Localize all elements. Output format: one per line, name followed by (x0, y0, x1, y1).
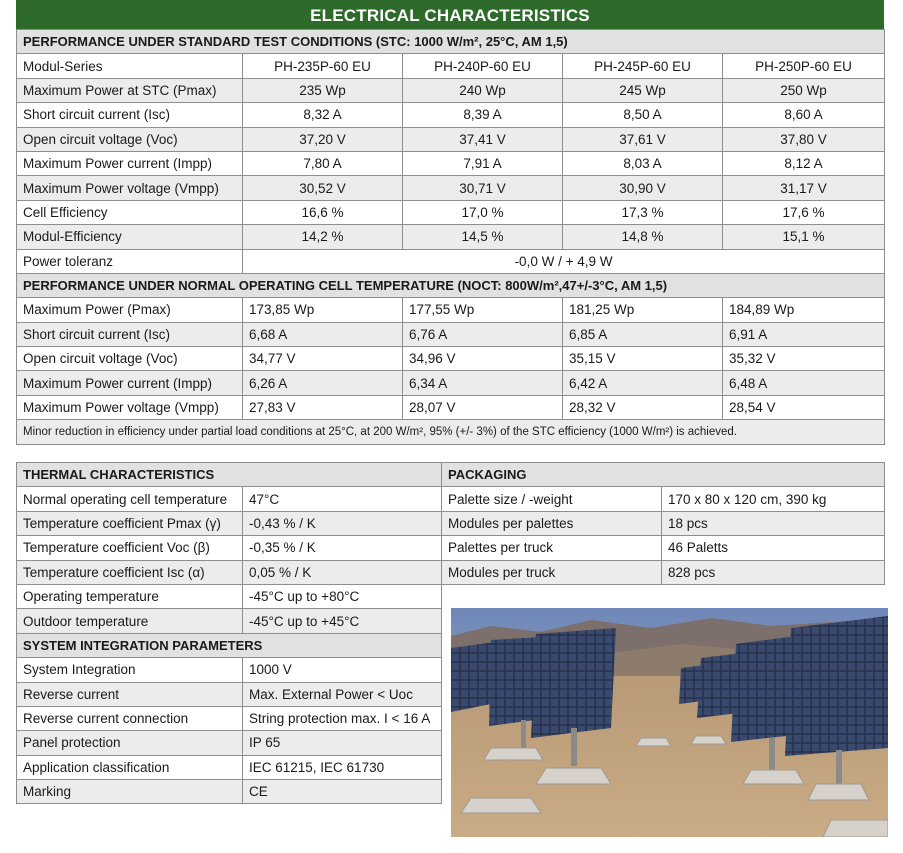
table-row (17, 682, 442, 706)
cell-value: 7,80 A (243, 151, 403, 175)
row-label: Short circuit current (Isc) (17, 103, 243, 127)
cell-value: -0,0 W / + 4,9 W (243, 249, 885, 273)
table-row (17, 755, 442, 779)
cell-value: 28,32 V (563, 395, 723, 419)
cell-value: 18 pcs (662, 511, 885, 535)
cell-value: PH-245P-60 EU (563, 54, 723, 78)
table-row (17, 127, 885, 151)
system-section-heading (17, 633, 442, 657)
cell-value: 31,17 V (723, 176, 885, 200)
cell-value: 177,55 Wp (403, 298, 563, 322)
thermal-section-heading-label: THERMAL CHARACTERISTICS (17, 463, 442, 487)
power-tolerance-row (17, 249, 885, 273)
cell-value: 8,60 A (723, 103, 885, 127)
cell-value: 7,91 A (403, 151, 563, 175)
efficiency-note-row (17, 420, 885, 444)
cell-value: 27,83 V (243, 395, 403, 419)
table-row (17, 658, 442, 682)
row-label: Open circuit voltage (Voc) (17, 347, 243, 371)
cell-value: IP 65 (243, 731, 442, 755)
cell-value: 6,91 A (723, 322, 885, 346)
cell-value: 17,0 % (403, 200, 563, 224)
table-row (17, 225, 885, 249)
cell-value: -0,35 % / K (243, 536, 442, 560)
row-label: Normal operating cell temperature (17, 487, 243, 511)
row-label: Open circuit voltage (Voc) (17, 127, 243, 151)
cell-value: 17,6 % (723, 200, 885, 224)
cell-value: 1000 V (243, 658, 442, 682)
noct-section-heading (17, 273, 885, 297)
cell-value: 6,85 A (563, 322, 723, 346)
row-label: Maximum Power voltage (Vmpp) (17, 176, 243, 200)
cell-value: 28,54 V (723, 395, 885, 419)
electrical-characteristics-table (16, 29, 885, 445)
table-row (17, 371, 885, 395)
cell-value: 173,85 Wp (243, 298, 403, 322)
cell-value: 8,39 A (403, 103, 563, 127)
row-label: Outdoor temperature (17, 609, 243, 633)
row-label: Reverse current (17, 682, 243, 706)
row-label: Reverse current connection (17, 706, 243, 730)
cell-value: 30,90 V (563, 176, 723, 200)
table-row (442, 536, 885, 560)
cell-value: 14,8 % (563, 225, 723, 249)
table-row (17, 609, 442, 633)
cell-value: -45°C up to +80°C (243, 584, 442, 608)
row-label: Maximum Power at STC (Pmax) (17, 78, 243, 102)
module-series-row (17, 54, 885, 78)
table-row (17, 200, 885, 224)
cell-value: PH-235P-60 EU (243, 54, 403, 78)
cell-value: 6,34 A (403, 371, 563, 395)
efficiency-note: Minor reduction in efficiency under partial load conditions at 25°C, at 200 W/m², 95% (+/- 3%) of the STC efficiency (1000 W/m²) is achieved. (17, 420, 885, 444)
cell-value: 250 Wp (723, 78, 885, 102)
cell-value: -0,43 % / K (243, 511, 442, 535)
row-label: Panel protection (17, 731, 243, 755)
cell-value: 35,32 V (723, 347, 885, 371)
cell-value: 0,05 % / K (243, 560, 442, 584)
table-row (17, 78, 885, 102)
row-label: Modules per truck (442, 560, 662, 584)
row-label: Maximum Power current (Impp) (17, 371, 243, 395)
packaging-section-heading (442, 463, 885, 487)
cell-value: 14,2 % (243, 225, 403, 249)
cell-value: 37,41 V (403, 127, 563, 151)
row-label: Application classification (17, 755, 243, 779)
cell-value: 8,32 A (243, 103, 403, 127)
row-label: System Integration (17, 658, 243, 682)
stc-section-heading-label: PERFORMANCE UNDER STANDARD TEST CONDITIONS (STC: 1000 W/m², 25°C, AM 1,5) (17, 30, 885, 54)
noct-section-heading-label: PERFORMANCE UNDER NORMAL OPERATING CELL TEMPERATURE (NOCT: 800W/m²,47+/-3°C, AM 1,5) (17, 273, 885, 297)
table-row (17, 151, 885, 175)
cell-value: PH-250P-60 EU (723, 54, 885, 78)
cell-value: 34,77 V (243, 347, 403, 371)
cell-value: 235 Wp (243, 78, 403, 102)
table-row (442, 560, 885, 584)
cell-value: CE (243, 780, 442, 804)
table-row (17, 103, 885, 127)
cell-value: 828 pcs (662, 560, 885, 584)
cell-value: 17,3 % (563, 200, 723, 224)
cell-value: 14,5 % (403, 225, 563, 249)
cell-value: 8,12 A (723, 151, 885, 175)
table-row (17, 322, 885, 346)
cell-value: 170 x 80 x 120 cm, 390 kg (662, 487, 885, 511)
cell-value: 245 Wp (563, 78, 723, 102)
row-label: Maximum Power current (Impp) (17, 151, 243, 175)
cell-value: 6,48 A (723, 371, 885, 395)
cell-value: 8,03 A (563, 151, 723, 175)
row-label: Modul-Efficiency (17, 225, 243, 249)
row-label: Cell Efficiency (17, 200, 243, 224)
table-row (17, 395, 885, 419)
row-label: Palette size / -weight (442, 487, 662, 511)
cell-value: 30,52 V (243, 176, 403, 200)
table-row (17, 731, 442, 755)
stc-section-heading (17, 30, 885, 54)
cell-value: 6,76 A (403, 322, 563, 346)
cell-value: 6,68 A (243, 322, 403, 346)
table-row (17, 536, 442, 560)
table-row (17, 780, 442, 804)
table-row (17, 347, 885, 371)
table-row (17, 487, 442, 511)
cell-value: 37,20 V (243, 127, 403, 151)
cell-value: -45°C up to +45°C (243, 609, 442, 633)
row-label: Modul-Series (17, 54, 243, 78)
row-label: Temperature coefficient Pmax (γ) (17, 511, 243, 535)
table-row (17, 584, 442, 608)
cell-value: 46 Paletts (662, 536, 885, 560)
table-row (17, 560, 442, 584)
table-row (17, 706, 442, 730)
page-title: ELECTRICAL CHARACTERISTICS (16, 0, 884, 29)
table-row (442, 487, 885, 511)
cell-value: IEC 61215, IEC 61730 (243, 755, 442, 779)
cell-value: Max. External Power < Uoc (243, 682, 442, 706)
cell-value: 184,89 Wp (723, 298, 885, 322)
row-label: Operating temperature (17, 584, 243, 608)
table-row (17, 176, 885, 200)
row-label: Power toleranz (17, 249, 243, 273)
row-label: Maximum Power (Pmax) (17, 298, 243, 322)
table-row (17, 298, 885, 322)
row-label: Marking (17, 780, 243, 804)
cell-value: 181,25 Wp (563, 298, 723, 322)
row-label: Temperature coefficient Voc (β) (17, 536, 243, 560)
table-row (442, 511, 885, 535)
cell-value: 34,96 V (403, 347, 563, 371)
row-label: Short circuit current (Isc) (17, 322, 243, 346)
row-label: Modules per palettes (442, 511, 662, 535)
row-label: Palettes per truck (442, 536, 662, 560)
cell-value: 37,80 V (723, 127, 885, 151)
cell-value: 35,15 V (563, 347, 723, 371)
thermal-system-table (16, 462, 442, 804)
cell-value: 240 Wp (403, 78, 563, 102)
solar-panel-field-photo (451, 608, 888, 837)
cell-value: 16,6 % (243, 200, 403, 224)
cell-value: 30,71 V (403, 176, 563, 200)
row-label: Maximum Power voltage (Vmpp) (17, 395, 243, 419)
cell-value: PH-240P-60 EU (403, 54, 563, 78)
system-section-heading-label: SYSTEM INTEGRATION PARAMETERS (17, 633, 442, 657)
thermal-section-heading (17, 463, 442, 487)
cell-value: 8,50 A (563, 103, 723, 127)
cell-value: 28,07 V (403, 395, 563, 419)
packaging-section-heading-label: PACKAGING (442, 463, 885, 487)
cell-value: 47°C (243, 487, 442, 511)
row-label: Temperature coefficient Isc (α) (17, 560, 243, 584)
cell-value: 6,26 A (243, 371, 403, 395)
cell-value: 6,42 A (563, 371, 723, 395)
cell-value: 37,61 V (563, 127, 723, 151)
cell-value: 15,1 % (723, 225, 885, 249)
table-row (17, 511, 442, 535)
cell-value: String protection max. I < 16 A (243, 706, 442, 730)
packaging-table (441, 462, 885, 585)
